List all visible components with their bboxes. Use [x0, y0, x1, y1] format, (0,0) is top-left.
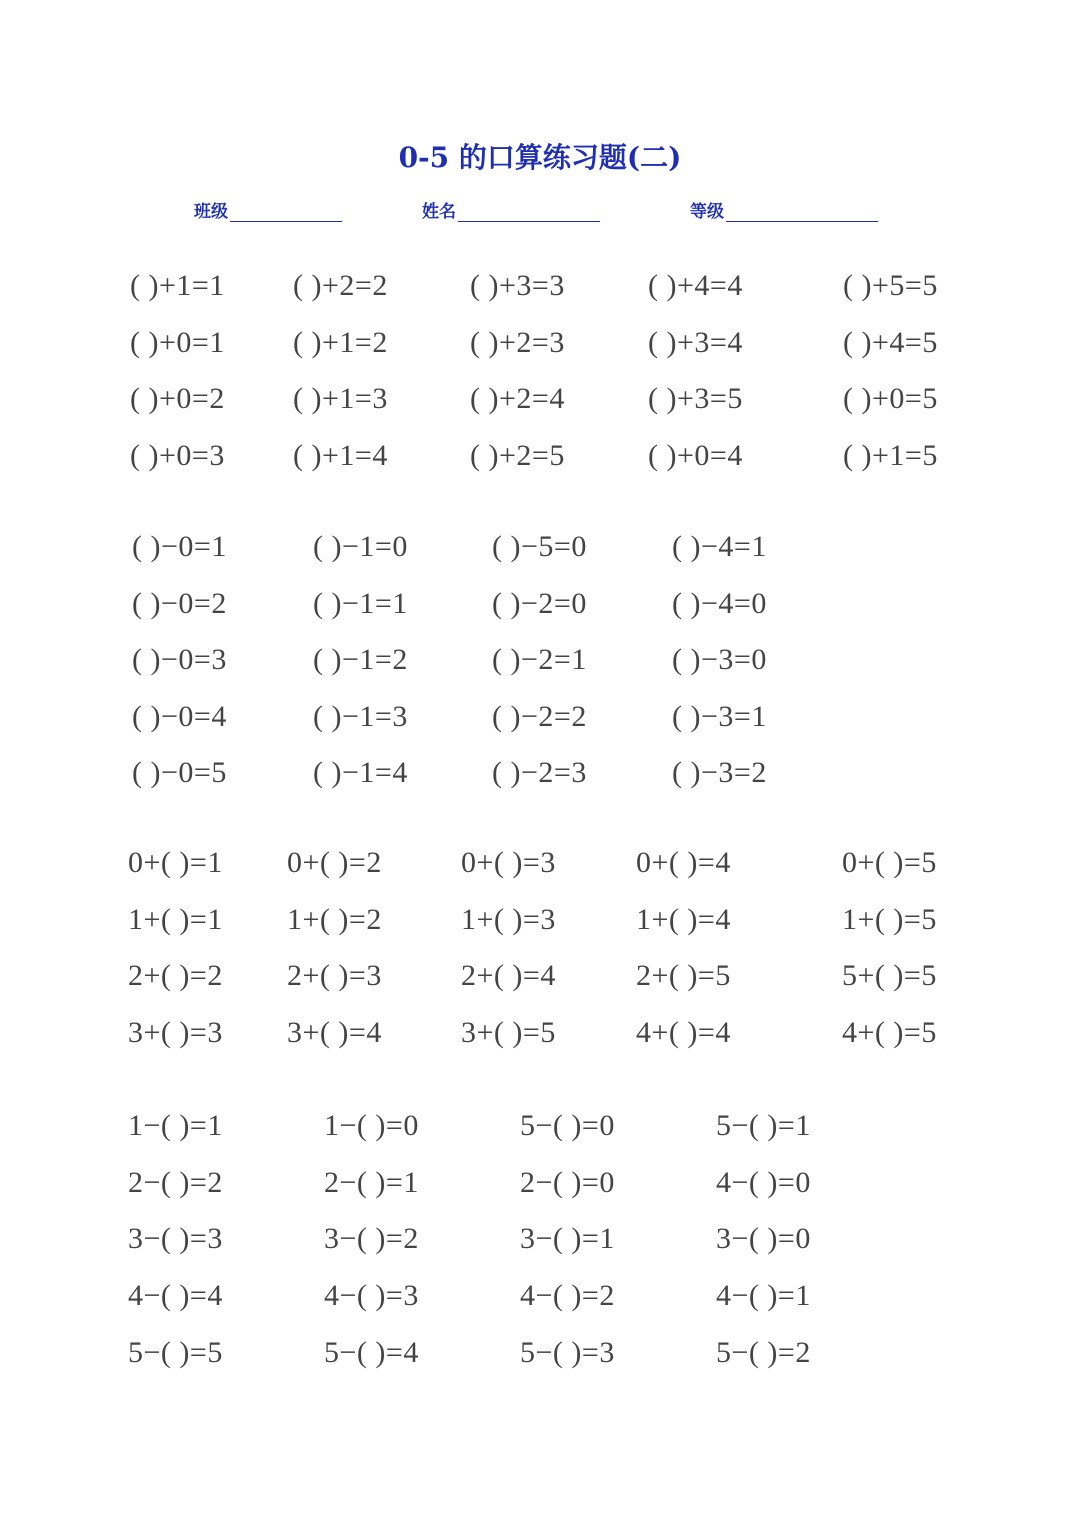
name-field[interactable]	[422, 197, 600, 223]
problem[interactable]: 1−( )=1	[128, 1109, 223, 1142]
problem[interactable]: ( )+4=5	[843, 325, 938, 359]
problem[interactable]: 5−( )=4	[324, 1335, 419, 1369]
problem[interactable]: ( )+3=4	[648, 325, 743, 359]
problem[interactable]: 4−( )=0	[716, 1165, 811, 1199]
problem[interactable]: 3−( )=2	[324, 1222, 419, 1256]
name-blank[interactable]	[458, 201, 600, 222]
problem[interactable]: 1+( )=3	[461, 902, 556, 936]
grade-label: 等级	[690, 202, 724, 222]
problem[interactable]: ( )−1=4	[313, 756, 408, 789]
problem[interactable]: ( )−3=2	[672, 756, 767, 789]
problem[interactable]: ( )−0=2	[132, 586, 227, 620]
problem[interactable]: 4−( )=2	[520, 1279, 615, 1313]
problem[interactable]: 1+( )=5	[842, 902, 937, 936]
problem[interactable]: ( )+1=4	[293, 439, 388, 473]
problem[interactable]: 4+( )=4	[636, 1016, 731, 1050]
problem[interactable]: 4+( )=5	[842, 1016, 937, 1050]
problem[interactable]: ( )+2=2	[293, 269, 388, 302]
problem[interactable]: ( )+2=3	[470, 325, 565, 359]
problem[interactable]: ( )−2=2	[492, 699, 587, 733]
problem[interactable]: ( )−2=3	[492, 756, 587, 789]
problem[interactable]: 5−( )=0	[520, 1109, 615, 1142]
problem[interactable]: 2−( )=1	[324, 1165, 419, 1199]
problem[interactable]: ( )−1=1	[313, 586, 408, 620]
problem[interactable]: 5−( )=2	[716, 1335, 811, 1369]
problem[interactable]: 0+( )=3	[461, 846, 556, 879]
problem[interactable]: ( )+5=5	[843, 269, 938, 302]
problem[interactable]: ( )−1=2	[313, 643, 408, 676]
problem[interactable]: 1+( )=2	[287, 902, 382, 936]
problem[interactable]: 1−( )=0	[324, 1109, 419, 1142]
problem[interactable]: ( )+1=3	[293, 382, 388, 416]
problem[interactable]: ( )−4=1	[672, 530, 767, 563]
problem[interactable]: ( )+0=3	[130, 439, 225, 473]
problem[interactable]: ( )−5=0	[492, 530, 587, 563]
problem[interactable]: 4−( )=4	[128, 1279, 223, 1313]
problem[interactable]: 3+( )=5	[461, 1016, 556, 1050]
problem[interactable]: 0+( )=4	[636, 846, 731, 879]
problem[interactable]: ( )−0=4	[132, 699, 227, 733]
problem[interactable]: 3+( )=4	[287, 1016, 382, 1050]
problem[interactable]: 2+( )=5	[636, 959, 731, 993]
class-label: 班级	[194, 202, 228, 222]
name-label: 姓名	[422, 202, 456, 222]
problem[interactable]: ( )−4=0	[672, 586, 767, 620]
class-field[interactable]	[194, 197, 342, 223]
page-title: 0-5 的口算练习题(二)	[398, 141, 682, 174]
problem[interactable]: 2+( )=3	[287, 959, 382, 993]
problem[interactable]: ( )+0=2	[130, 382, 225, 416]
problem[interactable]: ( )−2=0	[492, 586, 587, 620]
problem[interactable]: ( )+1=5	[843, 439, 938, 473]
problem[interactable]: 4−( )=1	[716, 1279, 811, 1313]
problem[interactable]: 2−( )=0	[520, 1165, 615, 1199]
problem[interactable]: ( )−3=0	[672, 643, 767, 676]
problem[interactable]: 0+( )=5	[842, 846, 937, 879]
problem[interactable]: ( )−0=5	[132, 756, 227, 789]
problem[interactable]: ( )+1=1	[130, 269, 225, 302]
problem[interactable]: ( )−2=1	[492, 643, 587, 676]
problem[interactable]: ( )−3=1	[672, 699, 767, 733]
problem[interactable]: 3−( )=1	[520, 1222, 615, 1256]
grade-field[interactable]	[690, 197, 878, 223]
problem[interactable]: 2+( )=4	[461, 959, 556, 993]
problem[interactable]: ( )+0=4	[648, 439, 743, 473]
problem[interactable]: 4−( )=3	[324, 1279, 419, 1313]
problem[interactable]: 1+( )=1	[128, 902, 223, 936]
problem[interactable]: ( )−0=3	[132, 643, 227, 676]
problem[interactable]: ( )+2=5	[470, 439, 565, 473]
problem[interactable]: ( )+1=2	[293, 325, 388, 359]
problem[interactable]: ( )+0=5	[843, 382, 938, 416]
class-blank[interactable]	[230, 201, 342, 222]
problem[interactable]: 5−( )=1	[716, 1109, 811, 1142]
problem[interactable]: 3+( )=3	[128, 1016, 223, 1050]
problem[interactable]: ( )+2=4	[470, 382, 565, 416]
problem[interactable]: 5−( )=3	[520, 1335, 615, 1369]
problem[interactable]: 5+( )=5	[842, 959, 937, 993]
problem[interactable]: ( )−1=3	[313, 699, 408, 733]
problem[interactable]: ( )+0=1	[130, 325, 225, 359]
problem[interactable]: ( )−0=1	[132, 530, 227, 563]
problem[interactable]: 5−( )=5	[128, 1335, 223, 1369]
problem[interactable]: 2+( )=2	[128, 959, 223, 993]
problem[interactable]: 0+( )=1	[128, 846, 223, 879]
problem[interactable]: ( )+3=3	[470, 269, 565, 302]
problem[interactable]: 3−( )=0	[716, 1222, 811, 1256]
problem[interactable]: 3−( )=3	[128, 1222, 223, 1256]
problem[interactable]: 0+( )=2	[287, 846, 382, 879]
problem[interactable]: ( )+4=4	[648, 269, 743, 302]
problem[interactable]: ( )−1=0	[313, 530, 408, 563]
problem[interactable]: 1+( )=4	[636, 902, 731, 936]
grade-blank[interactable]	[726, 201, 878, 222]
problem[interactable]: ( )+3=5	[648, 382, 743, 416]
problem[interactable]: 2−( )=2	[128, 1165, 223, 1199]
